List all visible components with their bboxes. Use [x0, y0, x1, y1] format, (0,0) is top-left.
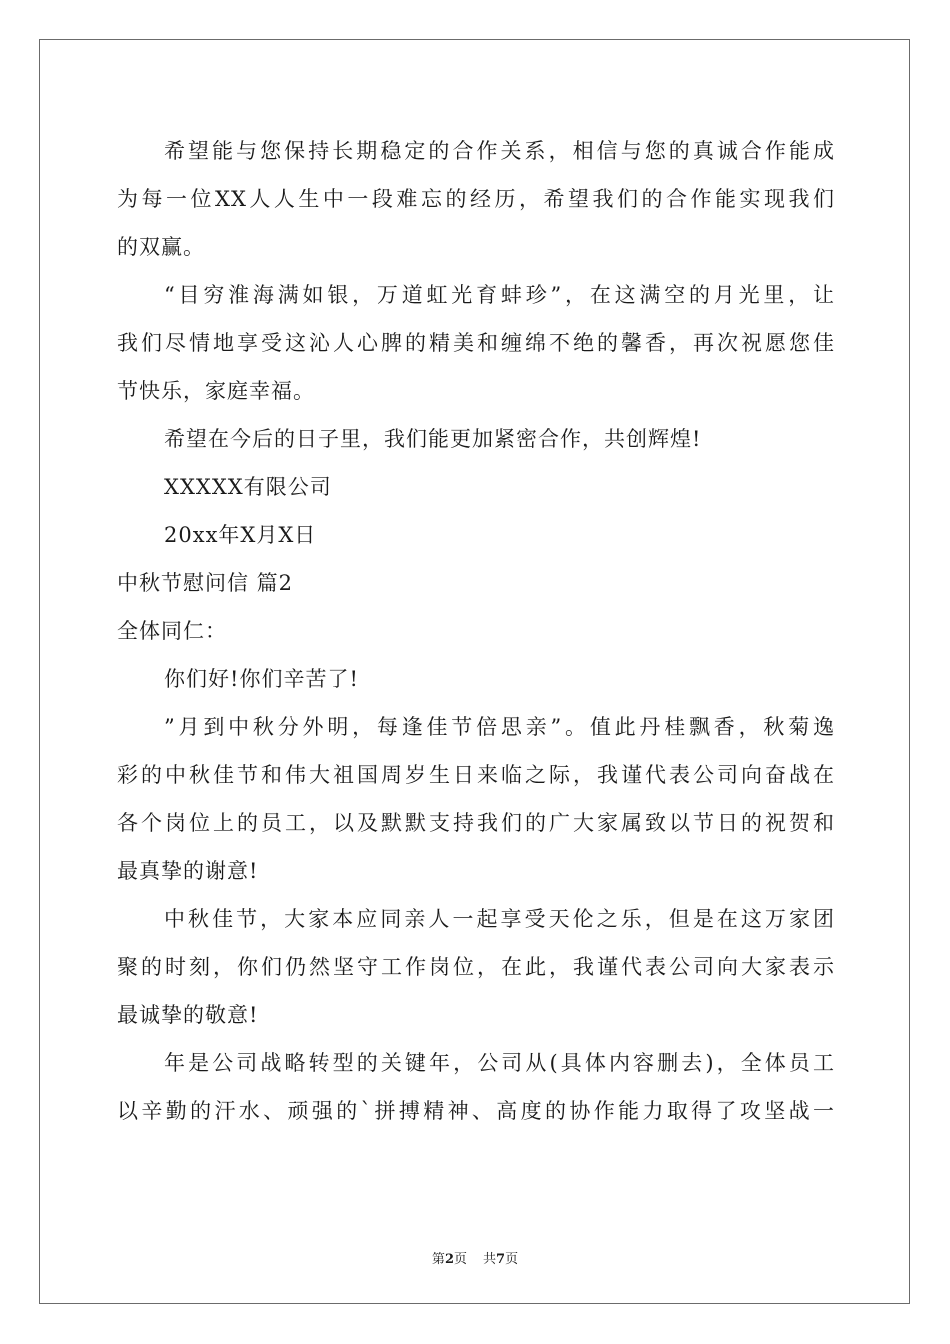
document-body: [117, 127, 835, 1135]
signature-date: 20xx年X月X日: [164, 523, 317, 547]
paragraph-line: 为每一位XX人人生中一段难忘的经历，希望我们的合作能实现我们: [117, 187, 835, 211]
paragraph-line: “目穷淮海满如银，万道虹光育蚌珍”，在这满空的月光里，让: [164, 283, 835, 307]
total-unit: 页: [505, 1252, 519, 1267]
total-prefix: 共: [483, 1252, 497, 1267]
salutation: 全体同仁：: [117, 619, 227, 643]
paragraph-line: 最诚挚的敬意!: [117, 1003, 259, 1027]
page-prefix: 第: [431, 1252, 445, 1267]
paragraph-line: 聚的时刻，你们仍然坚守工作岗位，在此，我谨代表公司向大家表示: [117, 955, 835, 979]
paragraph-line: ”月到中秋分外明，每逢佳节倍思亲”。值此丹桂飘香，秋菊逸: [164, 715, 835, 739]
signature-company: XXXXX有限公司: [164, 475, 332, 499]
paragraph-line: 以辛勤的汗水、顽强的`拼搏精神、高度的协作能力取得了攻坚战一: [117, 1099, 835, 1123]
page-unit: 页: [453, 1252, 467, 1267]
paragraph-line: 最真挚的谢意!: [117, 859, 259, 883]
paragraph-line: 的双赢。: [117, 235, 205, 259]
current-page-number: 2: [444, 1252, 454, 1267]
paragraph-line: 希望在今后的日子里，我们能更加紧密合作，共创辉煌!: [164, 427, 702, 451]
paragraph-line: 中秋佳节，大家本应同亲人一起享受天伦之乐，但是在这万家团: [164, 907, 835, 931]
paragraph-line: 各个岗位上的员工，以及默默支持我们的广大家属致以节日的祝贺和: [117, 811, 835, 835]
paragraph-line: 年是公司战略转型的关键年，公司从(具体内容删去)，全体员工: [164, 1051, 835, 1075]
paragraph-line: 我们尽情地享受这沁人心脾的精美和缠绵不绝的馨香，再次祝愿您佳: [117, 331, 835, 355]
total-page-count: 7: [496, 1252, 506, 1267]
paragraph-line: 彩的中秋佳节和伟大祖国周岁生日来临之际，我谨代表公司向奋战在: [117, 763, 835, 787]
section-heading: 中秋节慰问信 篇2: [117, 571, 294, 595]
paragraph-line: 节快乐，家庭幸福。: [117, 379, 315, 403]
paragraph-line: 希望能与您保持长期稳定的合作关系，相信与您的真诚合作能成: [164, 139, 835, 163]
greeting-line: 你们好!你们辛苦了!: [164, 667, 359, 691]
page-footer: [0, 1248, 950, 1267]
